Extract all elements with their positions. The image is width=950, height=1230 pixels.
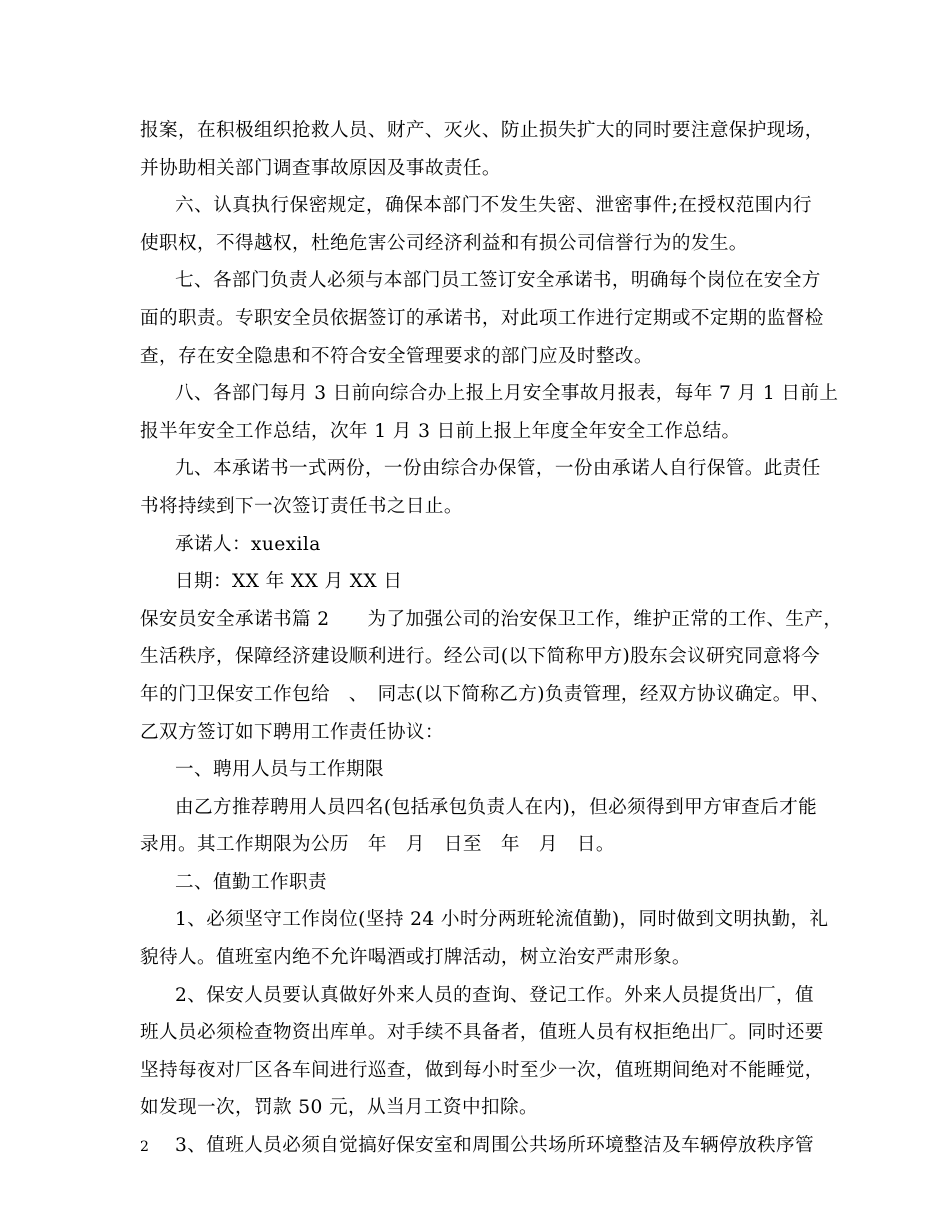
text-line: 并协助相关部门调查事故原因及事故责任。	[140, 157, 501, 179]
text-line: 1、必须坚守工作岗位(坚持 24 小时分两班轮流值勤)，同时做到文明执勤，礼	[175, 909, 829, 931]
text-line: 八、各部门每月 3 日前向综合办上报上月安全事故月报表，每年 7 月 1 日前上	[175, 383, 839, 405]
text-line: 承诺人：xuexila	[175, 533, 321, 555]
text-line: 2、保安人员要认真做好外来人员的查询、登记工作。外来人员提货出厂，值	[175, 984, 815, 1006]
text-line: 六、认真执行保密规定，确保本部门不发生失密、泄密事件;在授权范围内行	[175, 195, 812, 217]
text-line: 年的门卫保安工作包给 、 同志(以下简称乙方)负责管理，经双方协议确定。甲、	[140, 683, 830, 705]
text-line: 七、各部门负责人必须与本部门员工签订安全承诺书，明确每个岗位在安全方	[175, 270, 821, 292]
text-line: 录用。其工作期限为公历 年 月 日至 年 月 日。	[140, 834, 615, 856]
text-line: 九、本承诺书一式两份，一份由综合办保管，一份由承诺人自行保管。此责任	[175, 458, 821, 480]
document-body	[140, 112, 843, 1165]
text-line: 使职权，不得越权，杜绝危害公司经济利益和有损公司信誉行为的发生。	[140, 232, 748, 254]
text-line: 报案，在积极组织抢救人员、财产、灭火、防止损失扩大的同时要注意保护现场，	[140, 120, 824, 141]
text-line: 班人员必须检查物资出库单。对手续不具备者，值班人员有权拒绝出厂。同时还要	[140, 1022, 824, 1044]
text-line: 貌待人。值班室内绝不允许喝酒或打牌活动，树立治安严肃形象。	[140, 947, 691, 969]
text-line: 日期：XX 年 XX 月 XX 日	[175, 571, 403, 593]
page-number: 2	[140, 1139, 149, 1155]
text-line: 生活秩序，保障经济建设顺利进行。经公司(以下简称甲方)股东会议研究同意将今	[140, 646, 821, 668]
text-line: 由乙方推荐聘用人员四名(包括承包负责人在内)，但必须得到甲方审查后才能	[175, 796, 818, 818]
text-line: 书将持续到下一次签订责任书之日止。	[140, 495, 463, 517]
text-line: 坚持每夜对厂区各车间进行巡查，做到每小时至少一次，值班期间绝对不能睡觉，	[140, 1059, 824, 1081]
text-line: 二、值勤工作职责	[175, 871, 327, 893]
text-line: 保安员安全承诺书篇 2 为了加强公司的治安保卫工作，维护正常的工作、生产，	[140, 608, 843, 630]
text-line: 3、值班人员必须自觉搞好保安室和周围公共场所环境整洁及车辆停放秩序管	[175, 1135, 815, 1157]
text-line: 面的职责。专职安全员依据签订的承诺书，对此项工作进行定期或不定期的监督检	[140, 307, 824, 329]
text-line: 查，存在安全隐患和不符合安全管理要求的部门应及时整改。	[140, 345, 653, 367]
text-line: 一、聘用人员与工作期限	[175, 759, 384, 781]
text-line: 如发现一次，罚款 50 元，从当月工资中扣除。	[140, 1097, 538, 1119]
text-line: 乙双方签订如下聘用工作责任协议：	[140, 721, 444, 743]
text-line: 报半年安全工作总结，次年 1 月 3 日前上报上年度全年安全工作总结。	[140, 420, 741, 442]
